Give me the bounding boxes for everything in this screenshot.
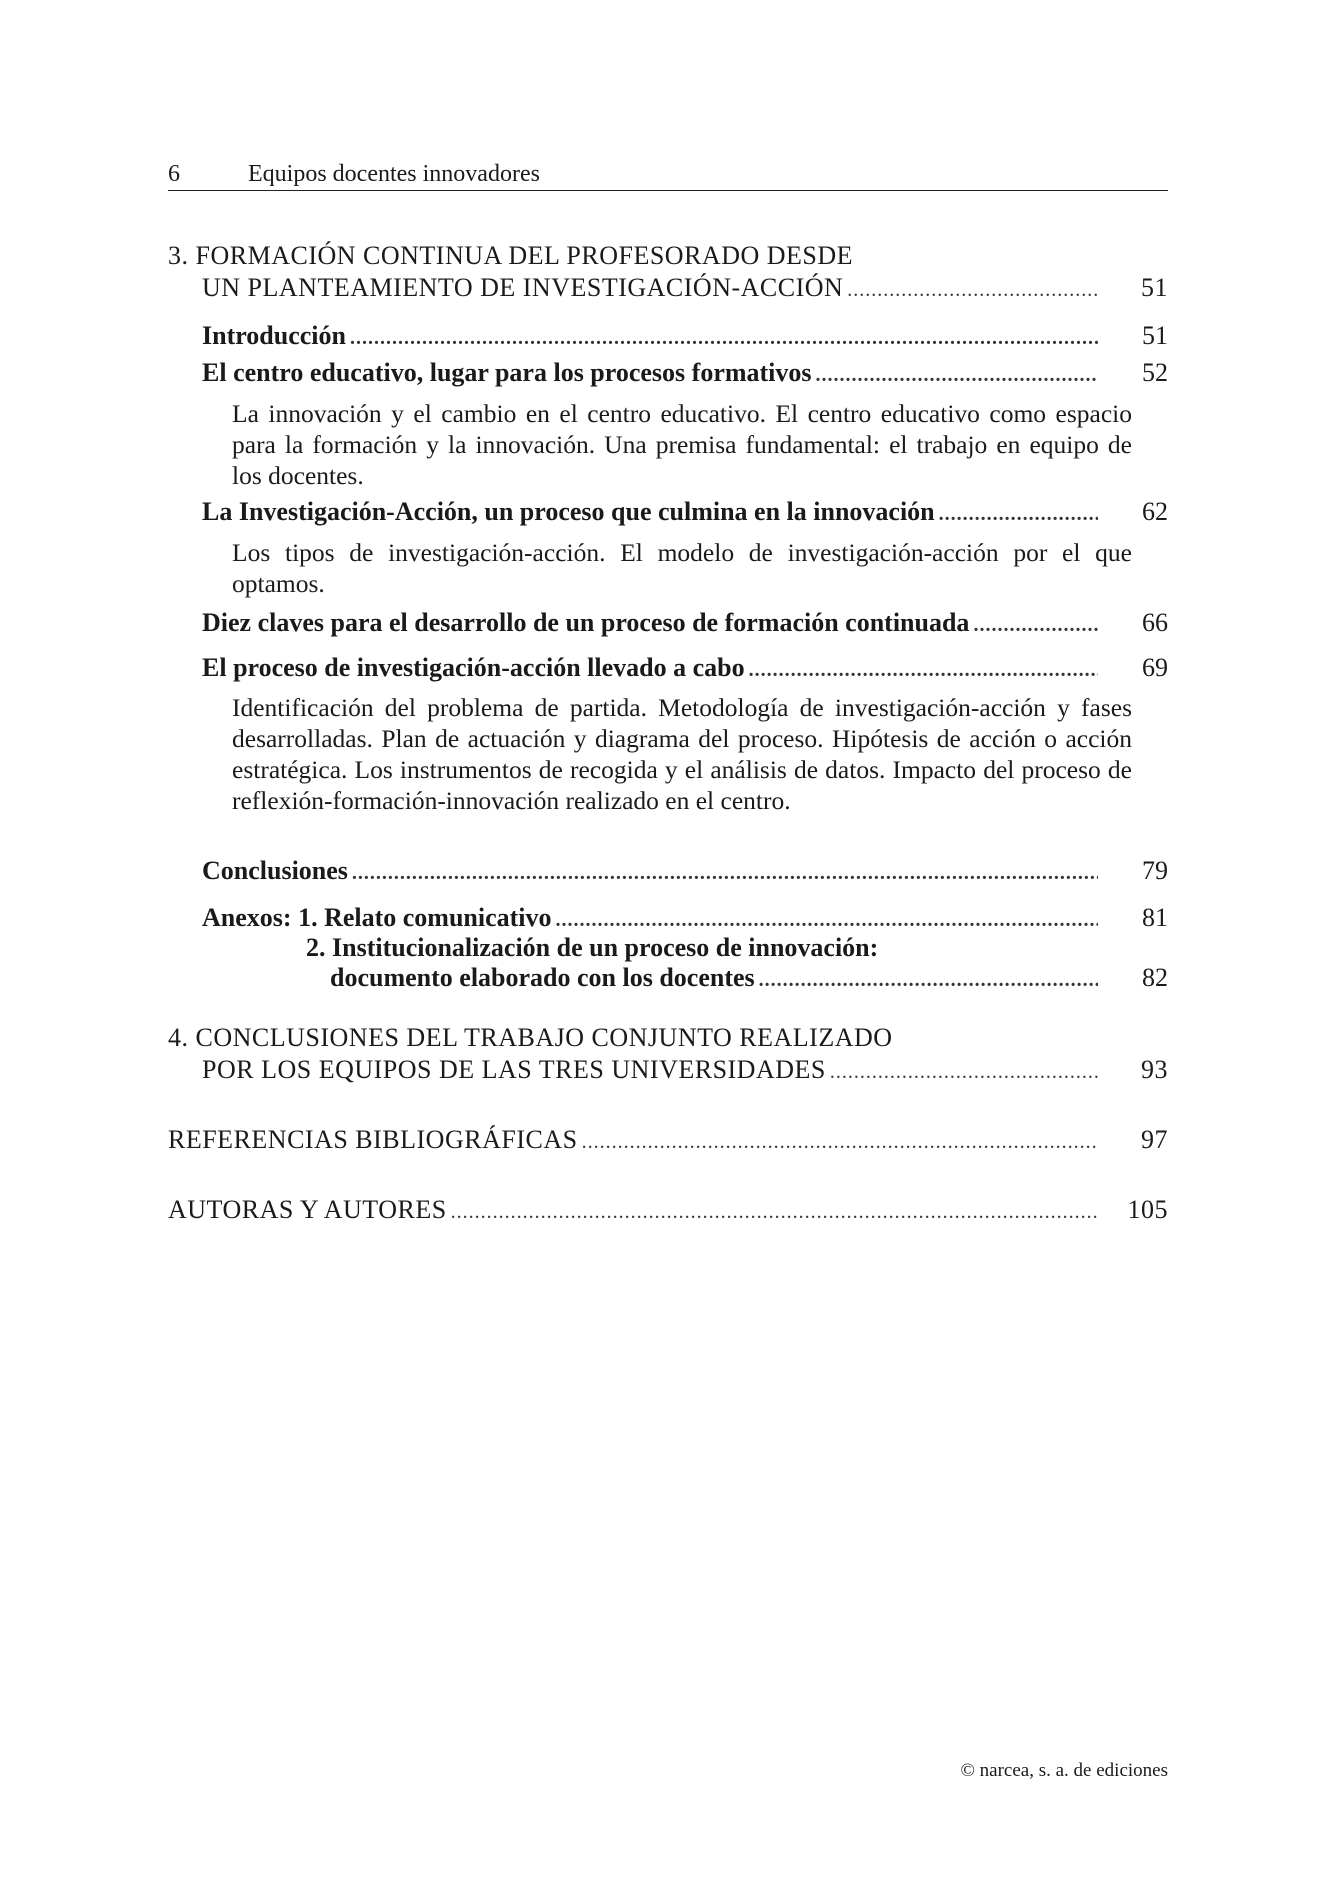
toc-page-number: 62	[1142, 497, 1168, 526]
toc-description-centro: La innovación y el cambio en el centro educativo. El centro educativo como espacio para la formación y la innovación. Una premisa fundamental: el trabajo en equipo de los docentes.	[232, 399, 1132, 490]
leader-dots	[830, 1056, 1098, 1088]
toc-chapter-3-line1: 3. FORMACIÓN CONTINUA DEL PROFESORADO DESDE	[168, 241, 854, 270]
toc-entry-diez-claves: Diez claves para el desarrollo de un proceso de formación continuada ..... 66	[202, 607, 1168, 639]
toc-page-number: 97	[1141, 1125, 1168, 1154]
toc-entry-introduccion: Introducción ..... 51	[202, 320, 1168, 352]
toc-page-number: 51	[1142, 321, 1168, 350]
toc-page-number: 81	[1142, 903, 1168, 932]
toc-description-ia: Los tipos de investigación-acción. El modelo de investigación-acción por el que optamos.	[232, 538, 1132, 598]
toc-entry-anexo-2-line2: documento elaborado con los docentes ..... 82	[330, 962, 1168, 994]
toc-page-number: 79	[1142, 856, 1168, 885]
leader-dots	[350, 322, 1098, 354]
running-title: Equipos docentes innovadores	[248, 161, 540, 187]
toc-page-number: 66	[1142, 608, 1168, 637]
toc-chapter-4-line2: POR LOS EQUIPOS DE LAS TRES UNIVERSIDADES ..... 93	[202, 1054, 1168, 1086]
header-rule	[168, 190, 1168, 191]
leader-dots	[847, 274, 1098, 306]
leader-dots	[749, 654, 1098, 686]
leader-dots	[973, 609, 1098, 641]
toc-entry-proceso: El proceso de investigación-acción llevado a cabo ..... 69	[202, 652, 1168, 684]
leader-dots	[582, 1126, 1098, 1158]
toc-page-number: 105	[1127, 1195, 1168, 1224]
leader-dots	[816, 359, 1098, 391]
page-number: 6	[168, 161, 180, 187]
copyright-footer: © narcea, s. a. de ediciones	[960, 1760, 1168, 1781]
toc-page-number: 93	[1141, 1055, 1168, 1084]
leader-dots	[939, 498, 1098, 530]
leader-dots	[352, 857, 1098, 889]
toc-entry-centro-educativo: El centro educativo, lugar para los procesos formativos ..... 52	[202, 357, 1168, 389]
leader-dots	[759, 964, 1098, 996]
toc-entry-anexo-1: Anexos: 1. Relato comunicativo ..... 81	[202, 902, 1168, 934]
toc-entry-anexo-2-line1: 2. Institucionalización de un proceso de innovación:	[306, 933, 879, 962]
toc-entry-investigacion-accion: La Investigación-Acción, un proceso que culmina en la innovación ..... 62	[202, 496, 1168, 528]
toc-entry-autores: AUTORAS Y AUTORES ..... 105	[168, 1194, 1168, 1226]
toc-page-number: 51	[1141, 273, 1168, 302]
leader-dots	[451, 1196, 1098, 1228]
toc-page-number: 52	[1142, 358, 1168, 387]
toc-entry-conclusiones: Conclusiones ..... 79	[202, 855, 1168, 887]
toc-chapter-4-line1: 4. CONCLUSIONES DEL TRABAJO CONJUNTO REALIZADO	[168, 1023, 893, 1052]
toc-entry-referencias: REFERENCIAS BIBLIOGRÁFICAS ..... 97	[168, 1124, 1168, 1156]
toc-chapter-3-line2: UN PLANTEAMIENTO DE INVESTIGACIÓN-ACCIÓN ..... 51	[202, 272, 1168, 304]
toc-page-number: 82	[1142, 963, 1168, 992]
toc-page-number: 69	[1142, 653, 1168, 682]
running-header	[168, 160, 1168, 188]
toc-description-proceso: Identificación del problema de partida. Metodología de investigación-acción y fases desarrolladas. Plan de actuación y diagrama del proceso. Hipótesis de acción o acción estratégica. Los instrumentos de recogida y el análisis de datos. Impacto del proceso de reflexión-formación-innovación realizado en el centro.	[232, 693, 1132, 815]
anexos-prefix: Anexos:	[202, 903, 292, 932]
